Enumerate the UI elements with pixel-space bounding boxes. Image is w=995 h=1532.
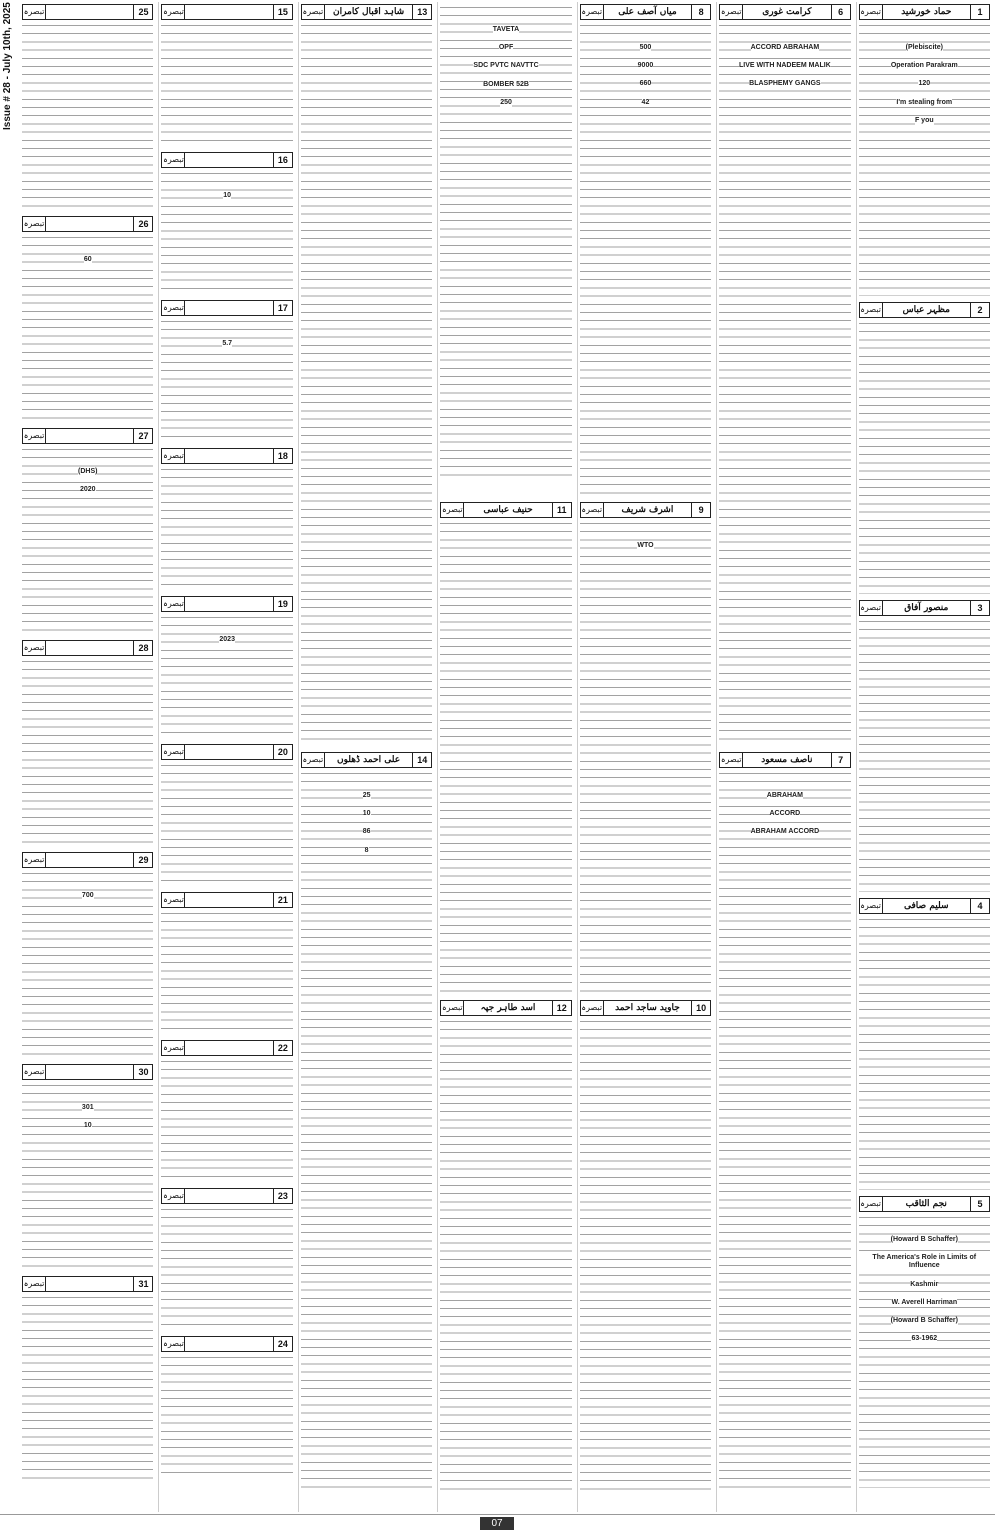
comment-block	[301, 4, 432, 748]
block-number: 23	[273, 1189, 292, 1203]
article-text	[440, 1018, 571, 1492]
inline-english-term: 60	[83, 256, 92, 263]
block-number: 20	[273, 745, 292, 759]
block-number: 9	[691, 503, 710, 517]
author-name	[46, 5, 133, 19]
question-label: تبصرہ	[581, 503, 604, 517]
block-header	[22, 4, 153, 20]
author-name: علی احمد ڈھلوں	[337, 755, 401, 765]
block-header	[161, 1188, 292, 1204]
article-text	[161, 614, 292, 738]
comment-block	[22, 1064, 153, 1272]
block-number: 4	[970, 899, 989, 913]
inline-english-term: 42	[641, 98, 650, 106]
article-text	[161, 1206, 292, 1330]
block-number: 13	[412, 5, 431, 19]
question-label: تبصرہ	[162, 745, 185, 759]
block-header	[580, 1000, 711, 1016]
text-lines	[440, 520, 571, 994]
block-header	[859, 1196, 990, 1212]
block-header	[161, 1336, 292, 1352]
comment-block	[161, 4, 292, 148]
comment-block	[440, 4, 571, 498]
article-text	[22, 1294, 153, 1482]
comment-block	[22, 216, 153, 424]
inline-english-term: LIVE WITH NADEEM MALIK	[738, 62, 831, 70]
inline-english-term: 25	[362, 792, 371, 799]
block-number: 31	[133, 1277, 152, 1291]
block-number: 26	[133, 217, 152, 231]
block-number: 7	[831, 753, 850, 767]
author-name: حماد خورشید	[901, 7, 952, 17]
inline-english-term: I'm stealing from	[896, 98, 953, 106]
inline-english-term: (DHS)	[78, 468, 98, 475]
comment-block	[859, 600, 990, 894]
author-name: اشرف شریف	[621, 505, 674, 515]
article-text	[580, 22, 711, 496]
author-name	[185, 5, 272, 19]
inline-english-term: BOMBER 52B	[483, 80, 529, 88]
block-header	[580, 502, 711, 518]
block-header	[22, 428, 153, 444]
question-label: تبصرہ	[860, 303, 883, 317]
text-lines	[161, 22, 292, 146]
block-header	[859, 4, 990, 20]
article-text	[161, 910, 292, 1034]
question-label: تبصرہ	[302, 5, 325, 19]
comment-block	[440, 502, 571, 996]
block-number: 24	[273, 1337, 292, 1351]
article-text	[161, 1354, 292, 1478]
text-lines	[859, 320, 990, 594]
author-name	[185, 1041, 272, 1055]
question-label: تبصرہ	[23, 641, 46, 655]
block-header	[161, 4, 292, 20]
block-header	[161, 1040, 292, 1056]
text-lines	[22, 1294, 153, 1482]
inline-english-term: (Plebiscite)	[905, 44, 943, 51]
author-name: اسد طاہر جپہ	[480, 1003, 536, 1013]
block-number: 27	[133, 429, 152, 443]
author-name: میاں آصف علی	[618, 7, 677, 17]
column	[716, 2, 852, 1512]
column	[298, 2, 434, 1512]
text-lines	[859, 916, 990, 1190]
inline-english-term: ABRAHAM ACCORD	[750, 828, 820, 836]
comment-block	[440, 1000, 571, 1494]
article-text	[22, 658, 153, 846]
article-text	[161, 762, 292, 886]
block-number: 8	[691, 5, 710, 19]
author-name	[185, 153, 272, 167]
comment-block	[719, 752, 850, 1496]
inline-english-term: F you	[914, 116, 934, 124]
inline-english-term: TAVETA	[492, 26, 520, 33]
question-label: تبصرہ	[162, 1337, 185, 1351]
author-name: مظہر عباس	[902, 305, 950, 315]
block-number: 16	[273, 153, 292, 167]
article-text	[22, 234, 153, 422]
block-number: 14	[412, 753, 431, 767]
footer-divider	[0, 1514, 995, 1515]
author-name	[185, 1189, 272, 1203]
text-lines	[719, 22, 850, 746]
article-text	[719, 770, 850, 1494]
block-header	[161, 152, 292, 168]
author-name	[46, 1065, 133, 1079]
block-number: 11	[552, 503, 571, 517]
comment-block	[22, 428, 153, 636]
block-header	[859, 302, 990, 318]
article-text	[859, 916, 990, 1190]
article-text	[22, 22, 153, 210]
text-lines	[22, 22, 153, 210]
comment-block	[161, 448, 292, 592]
block-header	[161, 448, 292, 464]
article-text	[161, 170, 292, 294]
inline-english-term: W. Averell Harriman	[891, 1298, 958, 1306]
article-text	[22, 870, 153, 1058]
author-name	[46, 429, 133, 443]
comment-block	[719, 4, 850, 748]
question-label: تبصرہ	[162, 597, 185, 611]
text-lines	[161, 1206, 292, 1330]
text-lines	[301, 770, 432, 1494]
question-label: تبصرہ	[23, 1065, 46, 1079]
author-name	[46, 853, 133, 867]
inline-english-term: (Howard B Schaffer)	[890, 1236, 958, 1243]
block-header	[580, 4, 711, 20]
block-header	[22, 1064, 153, 1080]
inline-english-term: OPF	[498, 44, 514, 52]
author-name	[185, 301, 272, 315]
comment-block	[161, 1040, 292, 1184]
inline-english-term: Kashmir	[910, 1280, 939, 1288]
text-lines	[440, 1018, 571, 1492]
comment-block	[580, 1000, 711, 1494]
block-number: 5	[970, 1197, 989, 1211]
text-lines	[580, 1018, 711, 1492]
block-header	[161, 744, 292, 760]
text-lines	[859, 618, 990, 892]
text-lines	[719, 770, 850, 1494]
author-name	[185, 449, 272, 463]
text-lines	[580, 520, 711, 994]
block-header	[161, 892, 292, 908]
article-text	[440, 520, 571, 994]
question-label: تبصرہ	[441, 503, 464, 517]
question-label: تبصرہ	[23, 429, 46, 443]
block-header	[719, 752, 850, 768]
inline-english-term: (Howard B Schaffer)	[890, 1317, 958, 1325]
article-text	[859, 618, 990, 892]
inline-english-term: 2020	[79, 486, 96, 494]
question-label: تبصرہ	[860, 899, 883, 913]
inline-english-term: ACCORD	[769, 810, 801, 818]
block-header	[859, 600, 990, 616]
question-label: تبصرہ	[860, 601, 883, 615]
inline-english-term: ABRAHAM	[766, 792, 803, 799]
inline-english-term: SDC PVTC NAVTTC	[473, 62, 539, 70]
question-label: تبصرہ	[162, 153, 185, 167]
column	[437, 2, 573, 1512]
page-number: 07	[480, 1517, 514, 1530]
block-number: 29	[133, 853, 152, 867]
question-label: تبصرہ	[162, 5, 185, 19]
question-label: تبصرہ	[162, 301, 185, 315]
author-name: سلیم صافی	[904, 901, 949, 911]
comment-block	[161, 744, 292, 888]
author-name: شاہد اقبال کامران	[332, 7, 405, 17]
author-name	[185, 893, 272, 907]
question-label: تبصرہ	[162, 1189, 185, 1203]
question-label: تبصرہ	[860, 1197, 883, 1211]
inline-english-term: 700	[81, 892, 94, 899]
article-text	[161, 22, 292, 146]
inline-english-term: 301	[81, 1104, 94, 1111]
question-label: تبصرہ	[581, 5, 604, 19]
block-header	[22, 640, 153, 656]
comment-block	[859, 898, 990, 1192]
comment-block	[22, 852, 153, 1060]
author-name: جاوید ساجد احمد	[615, 1003, 680, 1013]
article-text	[22, 446, 153, 634]
comment-block	[859, 302, 990, 596]
block-number: 19	[273, 597, 292, 611]
inline-english-term: 120	[918, 80, 931, 88]
comment-block	[22, 640, 153, 848]
question-label: تبصرہ	[23, 217, 46, 231]
question-label: تبصرہ	[302, 753, 325, 767]
block-number: 18	[273, 449, 292, 463]
author-name: ناصف مسعود	[761, 755, 813, 765]
question-label: تبصرہ	[860, 5, 883, 19]
article-text	[859, 22, 990, 296]
inline-english-term: 250	[500, 98, 512, 106]
block-number: 2	[970, 303, 989, 317]
comment-block	[161, 1336, 292, 1480]
question-label: تبصرہ	[162, 893, 185, 907]
block-number: 21	[273, 893, 292, 907]
inline-english-term: 10	[223, 192, 232, 199]
block-number: 17	[273, 301, 292, 315]
inline-english-term: 660	[639, 80, 652, 88]
article-text	[301, 22, 432, 746]
author-name: حنیف عباسی	[483, 505, 533, 515]
block-number: 1	[970, 5, 989, 19]
block-number: 15	[273, 5, 292, 19]
text-lines	[301, 22, 432, 746]
comment-block	[580, 4, 711, 498]
text-lines	[161, 910, 292, 1034]
block-header	[719, 4, 850, 20]
block-number: 30	[133, 1065, 152, 1079]
question-label: تبصرہ	[441, 1001, 464, 1015]
comment-block	[161, 1188, 292, 1332]
inline-english-term: 86	[362, 828, 371, 836]
block-number: 6	[831, 5, 850, 19]
block-header	[161, 300, 292, 316]
block-header	[161, 596, 292, 612]
block-number: 22	[273, 1041, 292, 1055]
article-text	[580, 1018, 711, 1492]
inline-english-term: Operation Parakram	[890, 62, 958, 70]
issue-label: Issue # 28 - July 10th, 2025	[2, 2, 13, 130]
column	[20, 2, 155, 1512]
inline-english-term: 2023	[219, 636, 235, 643]
question-label: تبصرہ	[162, 1041, 185, 1055]
inline-english-term: ACCORD ABRAHAM	[750, 44, 820, 51]
inline-english-term: 9000	[637, 62, 654, 70]
question-label: تبصرہ	[162, 449, 185, 463]
inline-english-term: WTO	[637, 542, 654, 549]
author-name: کرامت غوری	[762, 7, 812, 17]
author-name: منصور آفاق	[904, 603, 949, 613]
article-text	[301, 770, 432, 1494]
block-number: 12	[552, 1001, 571, 1015]
article-text	[161, 318, 292, 442]
comment-block	[22, 1276, 153, 1484]
block-header	[22, 1276, 153, 1292]
block-header	[440, 502, 571, 518]
comment-block	[859, 4, 990, 298]
column	[577, 2, 713, 1512]
question-label: تبصرہ	[23, 853, 46, 867]
article-text	[161, 1058, 292, 1182]
author-name	[46, 1277, 133, 1291]
inline-english-term: 63-1962	[911, 1335, 938, 1343]
article-text	[719, 22, 850, 746]
inline-english-term: 8	[364, 846, 369, 854]
block-header	[22, 852, 153, 868]
author-name	[46, 641, 133, 655]
block-header	[301, 752, 432, 768]
column	[856, 2, 992, 1512]
article-text	[580, 520, 711, 994]
comment-block	[580, 502, 711, 996]
author-name	[46, 217, 133, 231]
article-text	[161, 466, 292, 590]
columns-container	[20, 2, 992, 1512]
article-text	[859, 320, 990, 594]
column	[158, 2, 294, 1512]
comment-block	[301, 752, 432, 1496]
text-lines	[161, 762, 292, 886]
author-name	[185, 1337, 272, 1351]
question-label: تبصرہ	[23, 5, 46, 19]
block-number: 25	[133, 5, 152, 19]
comment-block	[161, 300, 292, 444]
question-label: تبصرہ	[581, 1001, 604, 1015]
inline-english-term: The America's Role in Limits of Influence	[859, 1254, 990, 1270]
question-label: تبصرہ	[720, 753, 743, 767]
block-number: 3	[970, 601, 989, 615]
block-number: 28	[133, 641, 152, 655]
inline-english-term: 5.7	[222, 340, 233, 347]
text-lines	[161, 1354, 292, 1478]
comment-block	[161, 596, 292, 740]
comment-block	[161, 892, 292, 1036]
comment-block	[161, 152, 292, 296]
article-text	[440, 4, 571, 478]
article-text	[859, 1214, 990, 1488]
inline-english-term: 10	[362, 810, 371, 818]
author-name	[185, 597, 272, 611]
author-name: نجم الثاقب	[905, 1199, 947, 1209]
inline-english-term: 10	[83, 1122, 92, 1130]
block-header	[301, 4, 432, 20]
question-label: تبصرہ	[720, 5, 743, 19]
text-lines	[161, 466, 292, 590]
comment-block	[22, 4, 153, 212]
inline-english-term: BLASPHEMY GANGS	[749, 80, 821, 88]
inline-english-term: 500	[639, 44, 652, 51]
block-header	[440, 1000, 571, 1016]
block-header	[859, 898, 990, 914]
article-text	[22, 1082, 153, 1270]
text-lines	[22, 658, 153, 846]
block-number: 10	[691, 1001, 710, 1015]
author-name	[185, 745, 272, 759]
comment-block	[859, 1196, 990, 1490]
text-lines	[161, 1058, 292, 1182]
question-label: تبصرہ	[23, 1277, 46, 1291]
block-header	[22, 216, 153, 232]
